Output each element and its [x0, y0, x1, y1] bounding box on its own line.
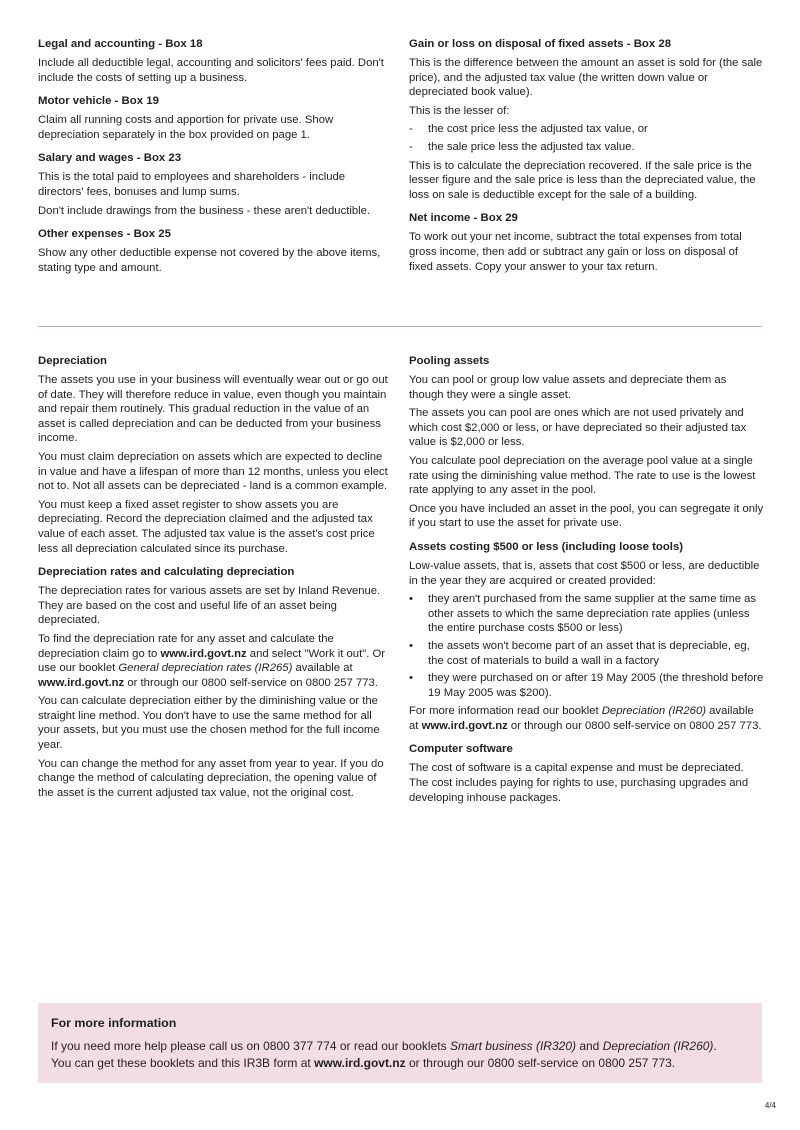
- list-item: [409, 671, 764, 700]
- pooling-text-4: Once you have included an asset in the pool, you can segregate it only if you start to use the asset for private use.: [409, 502, 764, 530]
- booklet-title: Smart business (IR320): [449, 1039, 576, 1053]
- conditions-list: [409, 592, 764, 700]
- list-item-text: the cost price less the adjusted tax value, or: [428, 123, 648, 136]
- motor-text: Claim all running costs and apportion for private use. Show depreciation separately in the box provided on page 1.: [38, 114, 334, 141]
- ird-link[interactable]: www.ird.govt.nz: [38, 676, 125, 689]
- pooling-text-2: The assets you can pool are ones which are not used privately and which cost $2,000 or less, or have depreciated so their adjusted tax value is $2,000 or less.: [409, 407, 747, 449]
- software-heading: Computer software: [409, 743, 513, 756]
- low-value-text-1: Low-value assets, that is, assets that cost $500 or less, are deductible in the year they are acquired or created provided:: [409, 559, 760, 587]
- list-item: [409, 140, 764, 155]
- gain-heading: Gain or loss on disposal of fixed assets - Box 28: [409, 38, 672, 50]
- info-heading: For more information: [51, 1016, 177, 1030]
- gain-text-3: This is to calculate the depreciation recovered. If the sale price is the lesser figure and the sale price is less than the depreciated value, the loss on sale is deductible except for the sale of a building.: [409, 159, 756, 201]
- text-run: To find the depreciation rate for any asset and calculate the depreciation claim go to: [38, 632, 334, 660]
- text-run: .: [713, 1039, 717, 1053]
- text-run: or through our 0800 self-service on 0800 257 773.: [405, 1056, 676, 1070]
- rates-text-3: You can calculate depreciation either by the diminishing value or the straight line method. You don't have to use the same method for all your assets, but you must use the chosen method for the full income year.: [38, 695, 380, 752]
- depreciation-text-2: You must claim depreciation on assets which are expected to decline in value and have a lifespan of more than 12 months, unless you elect not to. Not all assets can be depreciated - land is a common example.: [38, 450, 388, 493]
- list-item: [409, 122, 764, 137]
- legal-text: Include all deductible legal, accounting and solicitors' fees paid. Don't include the costs of setting up a business.: [38, 57, 384, 84]
- booklet-title: General depreciation rates (IR265): [118, 662, 293, 675]
- text-run: and select "Work it out". Or use our booklet: [38, 647, 386, 675]
- list-item: [409, 592, 764, 636]
- net-heading: Net income - Box 29: [409, 212, 518, 225]
- low-value-heading: Assets costing $500 or less (including loose tools): [409, 540, 684, 553]
- pooling-heading: Pooling assets: [409, 355, 490, 367]
- salary-heading: Salary and wages - Box 23: [38, 152, 182, 165]
- info-line-2: [51, 1055, 749, 1072]
- depreciation-text-3: You must keep a fixed asset register to show assets you are depreciating. Record the depreciation claimed and the adjusted tax value of each asset. The adjusted tax value is the asset's cost price less all depreciation calculated since its purchase.: [38, 498, 375, 555]
- list-item-text: the sale price less the adjusted tax value.: [428, 140, 635, 153]
- other-heading: Other expenses - Box 25: [38, 228, 171, 241]
- text-run: or through our 0800 self-service on 0800 257 773.: [507, 719, 762, 732]
- depreciation-text-1: The assets you use in your business will eventually wear out or go out of date. They will therefore reduce in value, even though you maintain and repair them routinely. This gradual reduction in the value of an asset is called depreciation and can be deducted from your business income.: [38, 374, 388, 445]
- booklet-title: Depreciation (IR260): [602, 1039, 714, 1053]
- list-item-text: they aren't purchased from the same supplier at the same time as other assets to which the same depreciation rate applies (unless the entire purchase costs $500 or less): [428, 593, 757, 635]
- booklet-title: Depreciation (IR260): [601, 705, 706, 718]
- ird-link[interactable]: www.ird.govt.nz: [160, 647, 247, 660]
- pooling-text-1: You can pool or group low value assets and depreciate them as though they were a single asset.: [409, 374, 727, 401]
- low-value-text-2: [409, 704, 764, 733]
- depreciation-heading: Depreciation: [38, 355, 107, 367]
- dash-marker: -: [409, 123, 413, 136]
- list-item-text: the assets won't become part of an asset that is depreciable, eg, the cost of materials to build a wall in a factory: [428, 639, 750, 667]
- salary-text-1: This is the total paid to employees and shareholders - include directors' fees, bonuses and lump sums.: [38, 171, 346, 198]
- other-text: Show any other deductible expense not covered by the above items, stating type and amount.: [38, 247, 381, 274]
- top-left-column: [38, 37, 393, 279]
- salary-text-2: Don't include drawings from the business - these aren't deductible.: [38, 204, 371, 217]
- text-run: available at: [292, 662, 353, 675]
- gain-text-1: This is the difference between the amount an asset is sold for (the sale price), and the adjusted tax value (the written down value or depreciated book value).: [409, 57, 763, 99]
- list-item-text: they were purchased on or after 19 May 2005 (the threshold before 19 May 2005 was $200).: [428, 672, 764, 699]
- ird-link[interactable]: www.ird.govt.nz: [314, 1056, 406, 1070]
- text-run: and: [575, 1039, 603, 1053]
- list-item: [409, 639, 764, 668]
- page-number: 4/4: [764, 1101, 776, 1110]
- rates-heading: Depreciation rates and calculating depreciation: [38, 566, 295, 579]
- rates-text-4: You can change the method for any asset from year to year. If you do change the method of calculating depreciation, the opening value of the asset is the current adjusted tax value, not the original cost.: [38, 757, 384, 799]
- text-run: You can get these booklets and this IR3B form at: [51, 1056, 315, 1070]
- more-information-box: [38, 1003, 762, 1083]
- lesser-list: [409, 122, 764, 154]
- bullet-marker: •: [409, 593, 413, 606]
- bottom-right-column: [409, 354, 764, 809]
- section-divider: [38, 326, 762, 327]
- info-line-1: [51, 1038, 749, 1055]
- dash-marker: -: [409, 140, 413, 153]
- legal-heading: Legal and accounting - Box 18: [38, 38, 203, 50]
- rates-text-1: The depreciation rates for various assets are set by Inland Revenue. They are based on the cost and useful life of an asset being depreciated.: [38, 585, 381, 627]
- top-right-column: [409, 37, 764, 278]
- net-text: To work out your net income, subtract the total expenses from total gross income, then add or subtract any gain or loss on disposal of fixed assets. Copy your answer to your tax return.: [409, 231, 742, 273]
- text-run: or through our 0800 self-service on 0800 257 773.: [124, 676, 378, 689]
- pooling-text-3: You calculate pool depreciation on the average pool value at a single rate using the diminishing value method. The rate to use is the lowest rate applying to any asset in the pool.: [409, 454, 756, 497]
- bullet-marker: •: [409, 639, 413, 652]
- gain-text-2: This is the lesser of:: [409, 104, 510, 117]
- motor-heading: Motor vehicle - Box 19: [38, 95, 159, 108]
- text-run: available at: [409, 705, 754, 732]
- text-run: If you need more help please call us on 0800 377 774 or read our booklets: [51, 1039, 450, 1053]
- software-text: The cost of software is a capital expense and must be depreciated. The cost includes paying for rights to use, purchasing upgrades and developing inhouse packages.: [409, 762, 749, 804]
- rates-text-2: [38, 632, 393, 690]
- bottom-left-column: [38, 354, 393, 804]
- ird-link[interactable]: www.ird.govt.nz: [421, 719, 508, 732]
- bullet-marker: •: [409, 672, 413, 685]
- text-run: For more information read our booklet: [409, 705, 602, 718]
